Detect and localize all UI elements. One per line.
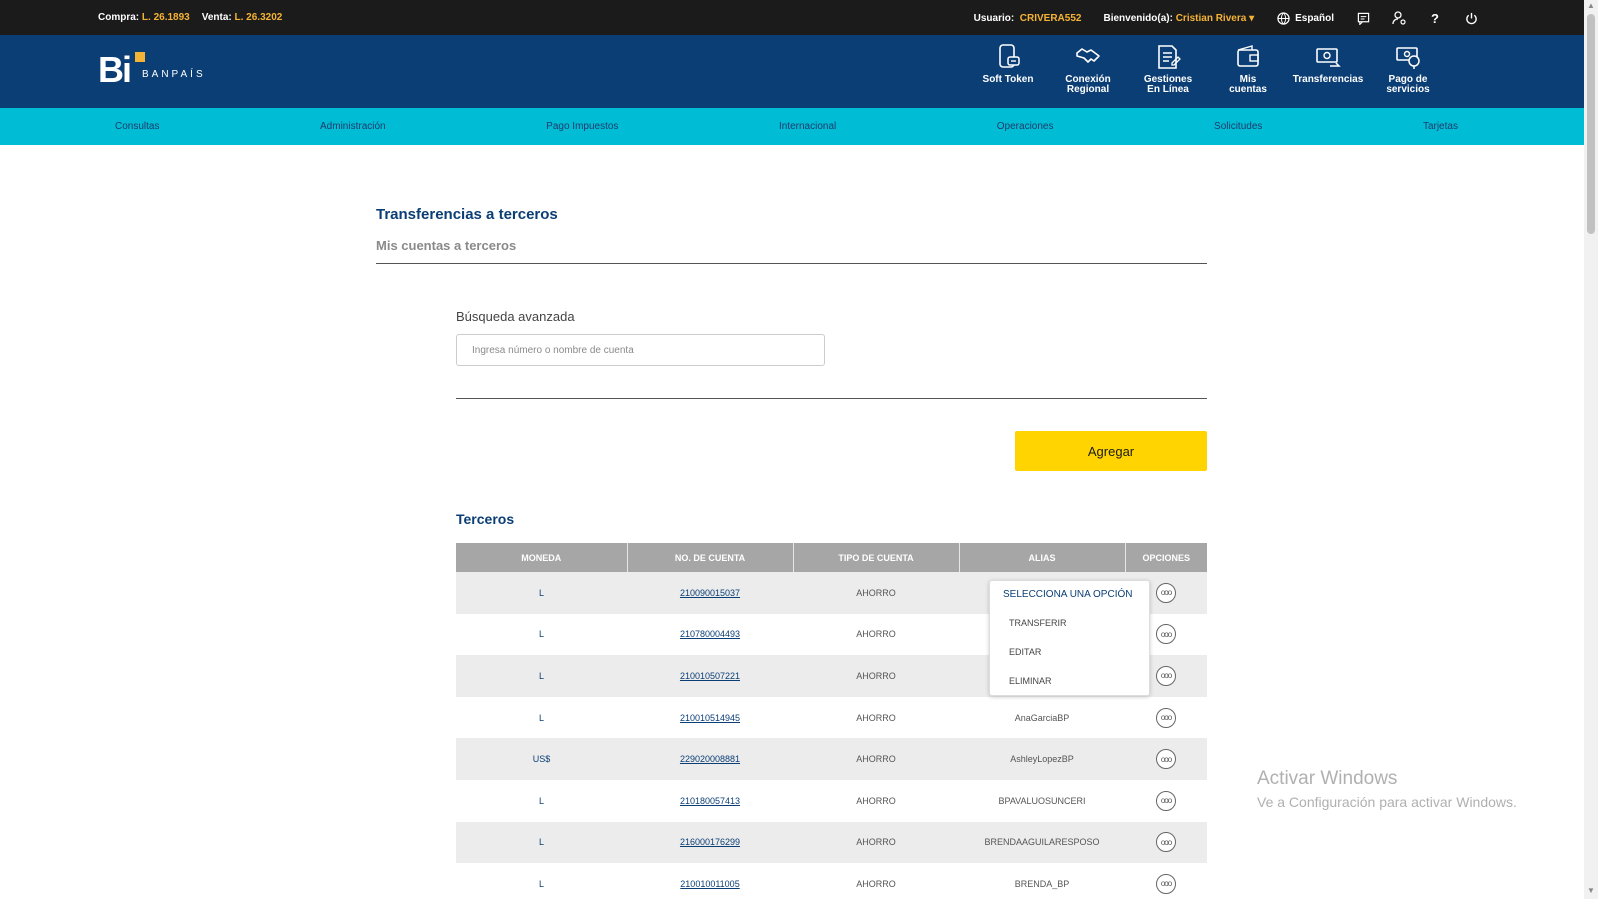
quick-link-mis-cuentas[interactable]: Mis cuentas [1208, 43, 1288, 95]
quick-link-transferencias[interactable]: Transferencias [1288, 43, 1368, 95]
divider [456, 398, 1207, 399]
soft-token-icon [994, 43, 1022, 71]
cell-cuenta [627, 822, 793, 864]
cell-cuenta [627, 572, 793, 614]
cell-tipo: AHORRO [793, 572, 959, 614]
help-icon[interactable]: ? [1431, 10, 1439, 26]
column-header-tipo[interactable]: TIPO DE CUENTA [793, 543, 959, 572]
username: CRIVERA552 [1019, 12, 1082, 24]
exchange-rates [98, 12, 282, 23]
cell-cuenta [627, 863, 793, 899]
table-row [456, 697, 1207, 739]
cell-tipo: AHORRO [793, 738, 959, 780]
options-button[interactable]: ooo [1156, 708, 1176, 728]
cell-moneda: L [456, 655, 627, 697]
nav-item-tarjetas[interactable]: Tarjetas [1422, 121, 1458, 132]
scroll-down-icon[interactable]: ▼ [1587, 886, 1595, 895]
top-bar [0, 0, 1584, 35]
cell-opciones [1125, 738, 1207, 780]
table-header-row [456, 543, 1207, 572]
search-input[interactable] [456, 334, 825, 366]
logo-mark: Bi [98, 52, 130, 88]
menu-item-transferir[interactable]: TRANSFERIR [1009, 618, 1067, 628]
cell-alias: AshleyLopezBP [959, 738, 1125, 780]
account-link[interactable]: 210010514945 [679, 712, 741, 723]
cell-cuenta [627, 614, 793, 656]
cell-tipo: AHORRO [793, 780, 959, 822]
options-button[interactable]: ooo [1156, 749, 1176, 769]
nav-item-consultas[interactable]: Consultas [115, 121, 160, 132]
header [0, 35, 1584, 108]
language-selector[interactable]: Español [1276, 11, 1334, 25]
globe-icon [1276, 11, 1290, 25]
table-row [456, 738, 1207, 780]
nav-item-administracion[interactable]: Administración [320, 121, 386, 132]
compra-value: L. 26.1893 [141, 12, 190, 23]
search-label: Búsqueda avanzada [456, 309, 575, 324]
document-edit-icon [1154, 43, 1182, 71]
cell-alias: BRENDA_BP [959, 863, 1125, 899]
options-button[interactable]: ooo [1156, 832, 1176, 852]
cell-tipo: AHORRO [793, 655, 959, 697]
cell-alias: AnaGarciaBP [959, 697, 1125, 739]
divider [376, 263, 1207, 264]
activation-watermark-text: Ve a Configuración para activar Windows. [1257, 794, 1517, 810]
options-button[interactable]: ooo [1156, 791, 1176, 811]
page-scrollbar[interactable] [1584, 0, 1598, 899]
cell-tipo: AHORRO [793, 614, 959, 656]
options-button[interactable]: ooo [1156, 583, 1176, 603]
page-title: Transferencias a terceros [376, 206, 558, 223]
table-row [456, 822, 1207, 864]
quick-link-conexion-regional[interactable]: Conexión Regional [1048, 43, 1128, 95]
cell-cuenta [627, 697, 793, 739]
section-title: Terceros [456, 511, 515, 527]
venta-value: L. 26.3202 [234, 12, 283, 23]
venta-rate: Venta: L. 26.3202 [201, 12, 283, 23]
scroll-up-icon[interactable]: ▲ [1587, 1, 1595, 10]
nav-item-pago-impuestos[interactable]: Pago Impuestos [546, 121, 619, 132]
account-link[interactable]: 210090015037 [679, 587, 741, 598]
column-header-alias[interactable]: ALIAS [959, 543, 1125, 572]
user-info: Usuario: CRIVERA552 [973, 12, 1082, 24]
cell-moneda: L [456, 863, 627, 899]
options-button[interactable]: ooo [1156, 874, 1176, 894]
cell-tipo: AHORRO [793, 822, 959, 864]
cell-alias: BRENDAAGUILARESPOSO [959, 822, 1125, 864]
menu-item-eliminar[interactable]: ELIMINAR [1009, 676, 1052, 686]
table-row [456, 863, 1207, 899]
money-transfer-icon [1314, 43, 1342, 71]
cell-moneda: L [456, 780, 627, 822]
cell-moneda: US$ [456, 738, 627, 780]
wallet-icon [1234, 43, 1262, 71]
dropdown-header: SELECCIONA UNA OPCIÓN [1003, 589, 1133, 600]
nav-item-operaciones[interactable]: Operaciones [996, 121, 1054, 132]
cell-opciones [1125, 822, 1207, 864]
main-nav [0, 108, 1584, 145]
quick-links [968, 43, 1448, 95]
bill-payment-icon [1394, 43, 1422, 71]
add-button[interactable]: Agregar [1015, 431, 1207, 471]
user-settings-icon[interactable] [1392, 11, 1406, 25]
user-display-name: Cristian Rivera ▾ [1175, 12, 1255, 24]
quick-link-gestiones[interactable]: Gestiones En Línea [1128, 43, 1208, 95]
scrollbar-thumb[interactable] [1587, 14, 1595, 234]
cell-tipo: AHORRO [793, 863, 959, 899]
compra-rate: Compra: L. 26.1893 [98, 12, 190, 23]
top-bar-right [974, 11, 1478, 25]
welcome-menu[interactable]: Bienvenido(a): Cristian Rivera ▾ [1103, 12, 1255, 24]
cell-cuenta [627, 655, 793, 697]
cell-cuenta [627, 738, 793, 780]
cell-opciones [1125, 863, 1207, 899]
quick-link-pago-servicios[interactable]: Pago de servicios [1368, 43, 1448, 95]
cell-cuenta [627, 780, 793, 822]
power-icon[interactable] [1464, 11, 1478, 25]
table-row [456, 780, 1207, 822]
cell-opciones [1125, 697, 1207, 739]
options-dropdown [989, 580, 1150, 696]
cell-opciones [1125, 780, 1207, 822]
banpais-logo[interactable]: Bi BANPAÍS [98, 49, 206, 90]
nav-item-solicitudes[interactable]: Solicitudes [1214, 121, 1263, 132]
options-button[interactable]: ooo [1156, 666, 1176, 686]
column-header-moneda[interactable]: MONEDA [456, 543, 627, 572]
cell-alias: BPAVALUOSUNCERI [959, 780, 1125, 822]
messages-icon[interactable] [1356, 11, 1370, 25]
page-subtitle: Mis cuentas a terceros [376, 238, 517, 253]
account-link[interactable]: 210010507221 [679, 670, 741, 681]
options-button[interactable]: ooo [1156, 624, 1176, 644]
cell-moneda: L [456, 822, 627, 864]
account-link[interactable]: 210180057413 [679, 795, 741, 806]
cell-tipo: AHORRO [793, 697, 959, 739]
cell-moneda: L [456, 697, 627, 739]
column-header-cuenta[interactable]: NO. DE CUENTA [627, 543, 793, 572]
quick-link-soft-token[interactable]: Soft Token [968, 43, 1048, 95]
activation-watermark-title: Activar Windows [1257, 768, 1398, 789]
cell-moneda: L [456, 614, 627, 656]
menu-item-editar[interactable]: EDITAR [1009, 647, 1042, 657]
account-link[interactable]: 210780004493 [679, 629, 741, 640]
account-link[interactable]: 229020008881 [679, 754, 741, 765]
cell-moneda: L [456, 572, 627, 614]
column-header-opciones: OPCIONES [1125, 543, 1207, 572]
account-link[interactable]: 216000176299 [679, 837, 741, 848]
handshake-icon [1074, 43, 1102, 71]
nav-item-internacional[interactable]: Internacional [778, 121, 837, 132]
account-link[interactable]: 210010011005 [680, 878, 740, 889]
